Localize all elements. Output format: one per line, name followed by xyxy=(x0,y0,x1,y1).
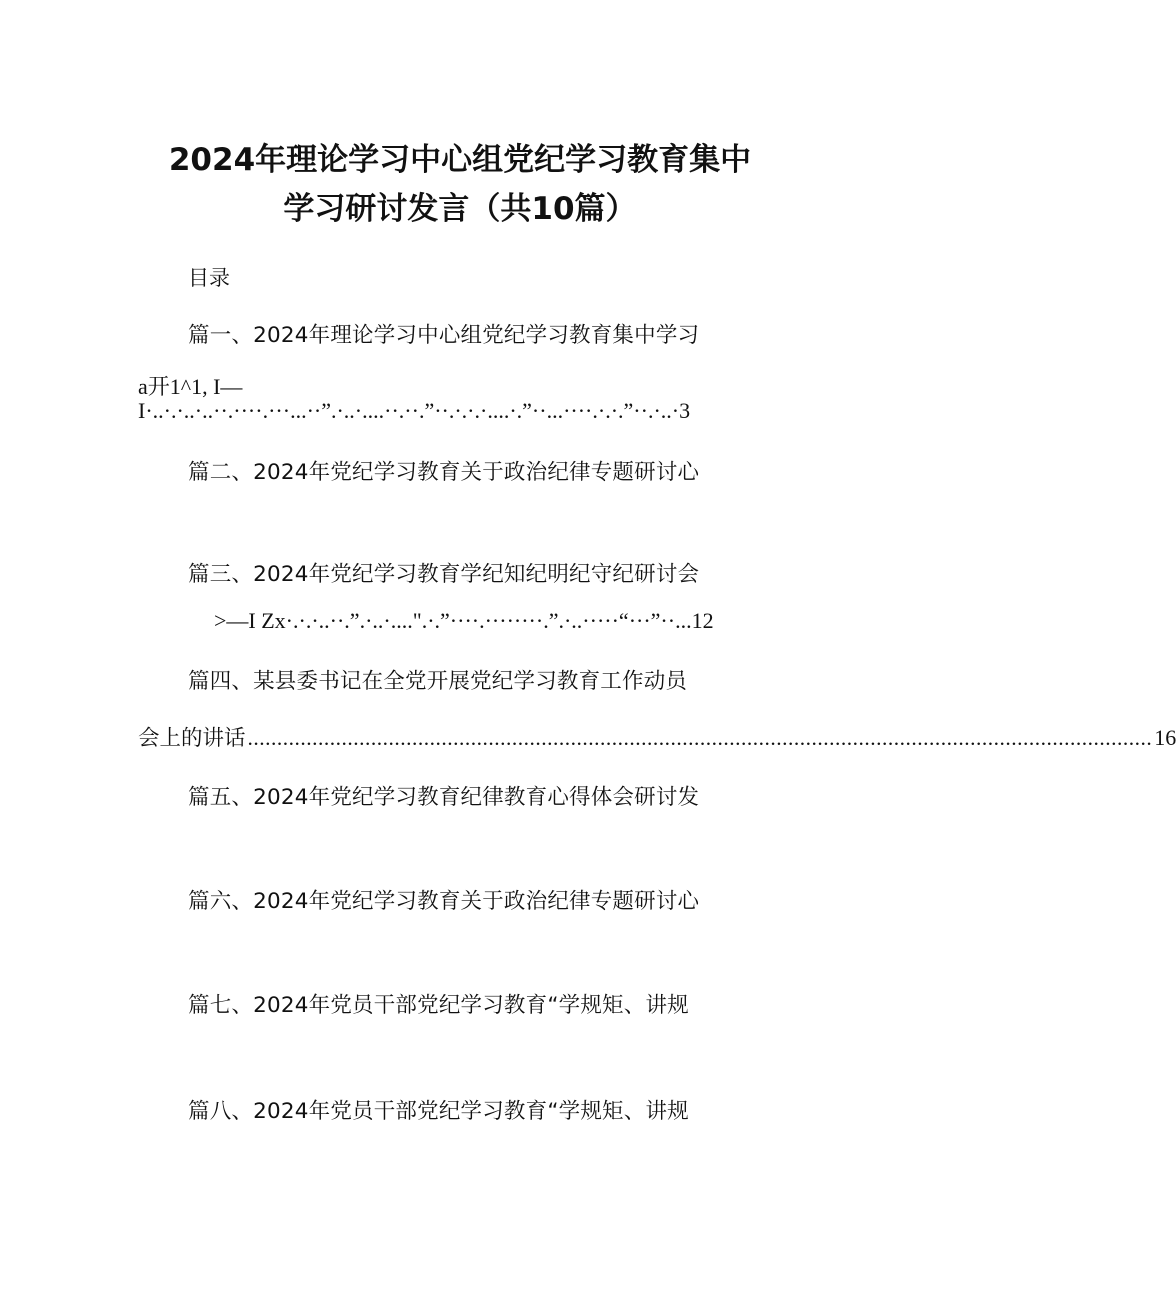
toc-entry-4[interactable]: 篇四、某县委书记在全党开展党纪学习教育工作动员 xyxy=(188,669,688,694)
toc-entry-8[interactable]: 篇八、2024年党员干部党纪学习教育“学规矩、讲规 xyxy=(188,1099,689,1124)
toc-entry-6[interactable]: 篇六、2024年党纪学习教育关于政治纪律专题研讨心 xyxy=(188,889,700,914)
toc-entry-4-continuation-label: 会上的讲话 xyxy=(138,726,246,751)
toc-page-number: 16 xyxy=(1154,725,1176,750)
toc-heading: 目录 xyxy=(188,266,230,290)
toc-entry-4-continuation xyxy=(138,721,1176,752)
toc-entry-1-garbled-line: a开1^1, I— xyxy=(138,374,243,399)
toc-entry-1-leader: I·..·.·..·..··.····.···...··”.·..·....··.··.”··.·.·.·....·.”··...····.·.·.”··.·..·3 xyxy=(138,398,691,423)
document-title-line-2: 学习研讨发言（共10篇） xyxy=(283,191,637,227)
toc-entry-5[interactable]: 篇五、2024年党纪学习教育纪律教育心得体会研讨发 xyxy=(188,785,700,810)
toc-entry-3[interactable]: 篇三、2024年党纪学习教育学纪知纪明纪守纪研讨会 xyxy=(188,562,700,587)
document-title-line-1: 2024年理论学习中心组党纪学习教育集中 xyxy=(168,142,752,178)
toc-dot-leader: .......................................................................................................................................................... xyxy=(247,726,1153,750)
toc-entry-2[interactable]: 篇二、2024年党纪学习教育关于政治纪律专题研讨心 xyxy=(188,460,700,485)
toc-entry-7[interactable]: 篇七、2024年党员干部党纪学习教育“学规矩、讲规 xyxy=(188,993,689,1018)
toc-entry-3-leader: >—I Zx·.·.·..··.”.·..·....".·.”····.········.”.·..·····“···”··...12 xyxy=(214,608,714,633)
toc-entry-1[interactable]: 篇一、2024年理论学习中心组党纪学习教育集中学习 xyxy=(188,323,700,348)
